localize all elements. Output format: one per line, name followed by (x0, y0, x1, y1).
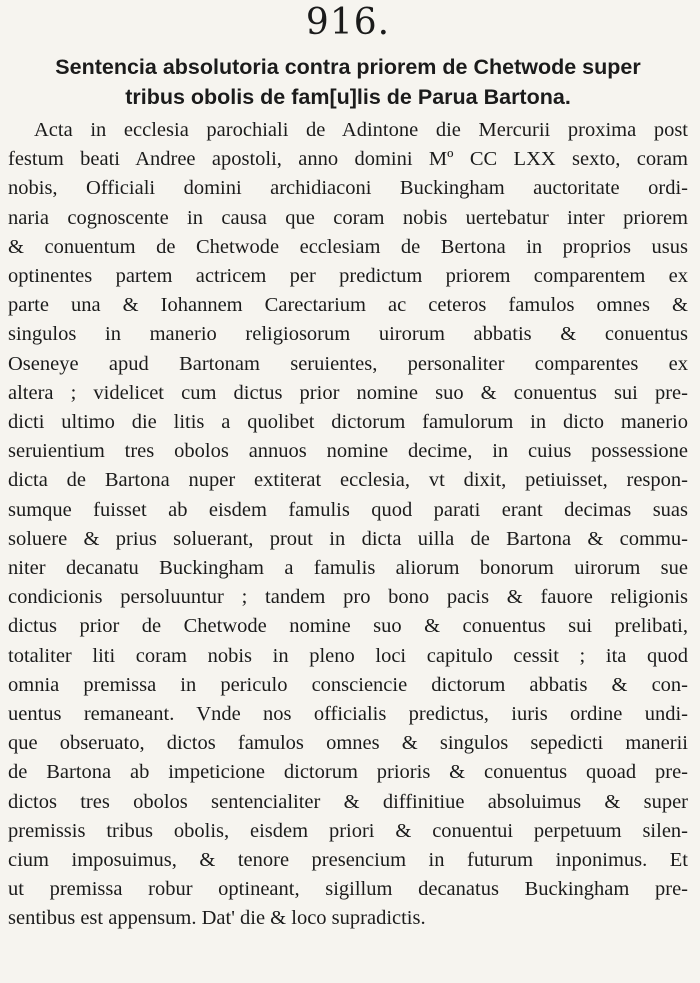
body-line: uentus remaneant. Vnde nos officialis predictus, iuris ordine undi- (8, 703, 688, 726)
body-line: Acta in ecclesia parochiali de Adintone die Mercurii proxima post (34, 119, 688, 141)
body-line: & conuentum de Chetwode ecclesiam de Bertona in proprios usus (8, 235, 688, 258)
body-line: premissis tribus obolis, eisdem priori & conuentui perpetuum silen- (8, 819, 688, 842)
body-line: dicta de Bartona nuper extiterat ecclesia, vt dixit, petiuisset, respon- (8, 469, 688, 492)
title-line: Sentencia absolutoria contra priorem de Chetwode super (55, 55, 641, 79)
body-line: dictus prior de Chetwode nomine suo & conuentus sui prelibati, (8, 615, 688, 638)
body-line: soluere & prius soluerant, prout in dicta uilla de Bartona & commu- (8, 527, 688, 550)
body-line: seruientium tres obolos annuos nomine decime, in cuius possessione (8, 440, 688, 463)
body-line: parte una & Iohannem Carectarium ac ceteros famulos omnes & (8, 294, 688, 317)
body-line: omnia premissa in periculo consciencie dictorum abbatis & con- (8, 673, 688, 696)
body-line: sumque fuisset ab eisdem famulis quod parati erant decimas suas (8, 498, 688, 521)
body-line: dictos tres obolos sentencialiter & diffinitiue absoluimus & super (8, 790, 688, 813)
body-line: festum beati Andree apostoli, anno domini Mº CC LXX sexto, coram (8, 148, 688, 171)
body-line: dicti ultimo die litis a quolibet dictorum famulorum in dicto manerio (8, 411, 688, 434)
body-line: de Bartona ab impeticione dictorum prioris & conuentus quoad pre- (8, 761, 688, 784)
body-line: nobis, Officiali domini archidiaconi Buckingham auctoritate ordi- (8, 177, 688, 200)
body-line: optinentes partem actricem per predictum priorem comparentem ex (8, 265, 688, 288)
body-line: naria cognoscente in causa que coram nobis uertebatur inter priorem (8, 206, 688, 229)
document-title (8, 52, 688, 112)
body-line: cium imposuimus, & tenore presencium in futurum inponimus. Et (8, 849, 688, 872)
body-line: Oseneye apud Bartonam seruientes, personaliter comparentes ex (8, 352, 688, 375)
body-line: sentibus est appensum. Dat' die & loco supradictis. (8, 907, 426, 930)
document-body (8, 116, 688, 934)
title-line: tribus obolis de fam[u]lis de Parua Bartona. (125, 85, 571, 109)
body-line: totaliter liti coram nobis in pleno loci capitulo cessit ; ita quod (8, 644, 688, 667)
body-line: ut premissa robur optineant, sigillum decanatus Buckingham pre- (8, 878, 688, 901)
body-line: niter decanatu Buckingham a famulis aliorum bonorum uirorum sue (8, 557, 688, 580)
body-line: que obseruato, dictos famulos omnes & singulos sepedicti manerii (8, 732, 688, 755)
body-line: altera ; videlicet cum dictus prior nomine suo & conuentus sui pre- (8, 381, 688, 404)
body-line: condicionis persoluuntur ; tandem pro bono pacis & fauore religionis (8, 586, 688, 609)
body-line: singulos in manerio religiosorum uirorum abbatis & conuentus (8, 323, 688, 346)
page-number: 916. (305, 2, 391, 43)
